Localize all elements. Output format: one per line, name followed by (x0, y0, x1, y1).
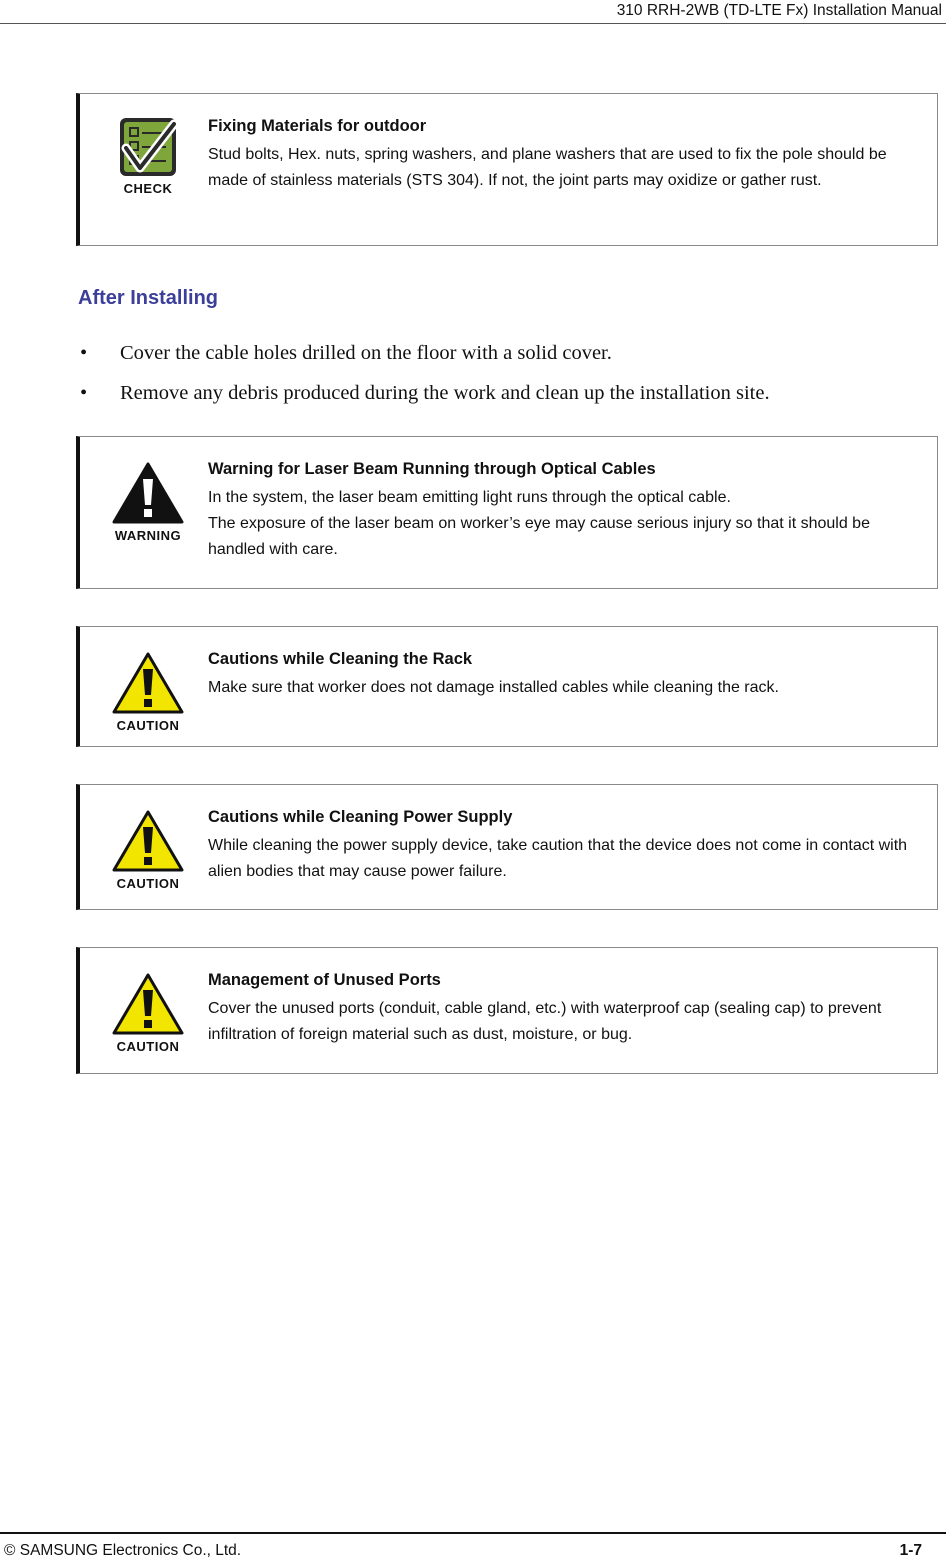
document-header-title: 310 RRH-2WB (TD-LTE Fx) Installation Manual (616, 2, 942, 19)
caution-icon-caption: CAUTION (116, 718, 180, 733)
bullet-marker: • (80, 342, 88, 364)
caution-ports-title: Management of Unused Ports (208, 971, 441, 989)
caution-icon-group (108, 651, 188, 733)
caution-rack-box (76, 626, 938, 747)
check-box-body: Stud bolts, Hex. nuts, spring washers, and plane washers that are used to fix the pole should be made of stainless materials (STS 304). If not, the joint parts may oxidize or gather rust. (208, 146, 887, 189)
caution-icon-group (108, 972, 188, 1054)
caution-ports-body: Cover the unused ports (conduit, cable gland, etc.) with waterproof cap (sealing cap) to prevent infiltration of foreign material such as dust, moisture, or bug. (208, 1000, 882, 1043)
caution-power-title: Cautions while Cleaning Power Supply (208, 808, 513, 826)
caution-ports-box (76, 947, 938, 1074)
caution-icon (112, 809, 184, 873)
bullet-marker: • (80, 382, 88, 404)
warning-icon-group (108, 461, 188, 543)
check-icon-group (108, 116, 188, 196)
caution-icon-caption: CAUTION (116, 1039, 180, 1054)
footer-copyright: © SAMSUNG Electronics Co., Ltd. (4, 1542, 242, 1559)
warning-box-body-line2: The exposure of the laser beam on worker’s eye may cause serious injury so that it should be handled with care. (208, 515, 870, 558)
warning-box-body-line1: In the system, the laser beam emitting light runs through the optical cable. (208, 489, 731, 506)
after-installing-heading: After Installing (78, 287, 219, 309)
warning-box-title: Warning for Laser Beam Running through Optical Cables (208, 460, 656, 478)
warning-icon (112, 461, 184, 525)
caution-icon (112, 972, 184, 1036)
caution-icon (112, 651, 184, 715)
caution-power-box (76, 784, 938, 910)
check-box-title: Fixing Materials for outdoor (208, 117, 427, 135)
caution-power-body: While cleaning the power supply device, take caution that the device does not come in contact with alien bodies that may cause power failure. (208, 837, 908, 880)
warning-note-box (76, 436, 938, 589)
list-item (80, 373, 770, 413)
list-item-text: Remove any debris produced during the work and clean up the installation site. (120, 382, 770, 404)
header-divider (0, 23, 946, 24)
list-item (80, 333, 770, 373)
list-item-text: Cover the cable holes drilled on the floor with a solid cover. (120, 342, 612, 364)
footer-divider (0, 1532, 946, 1534)
check-note-box (76, 93, 938, 246)
caution-rack-body: Make sure that worker does not damage installed cables while cleaning the rack. (208, 679, 779, 696)
caution-rack-title: Cautions while Cleaning the Rack (208, 650, 473, 668)
check-icon-caption: CHECK (123, 181, 173, 196)
warning-icon-caption: WARNING (114, 528, 182, 543)
caution-icon-group (108, 809, 188, 891)
after-installing-list (80, 333, 770, 413)
page-number: 1-7 (899, 1542, 922, 1559)
caution-icon-caption: CAUTION (116, 876, 180, 891)
check-icon (116, 116, 180, 178)
